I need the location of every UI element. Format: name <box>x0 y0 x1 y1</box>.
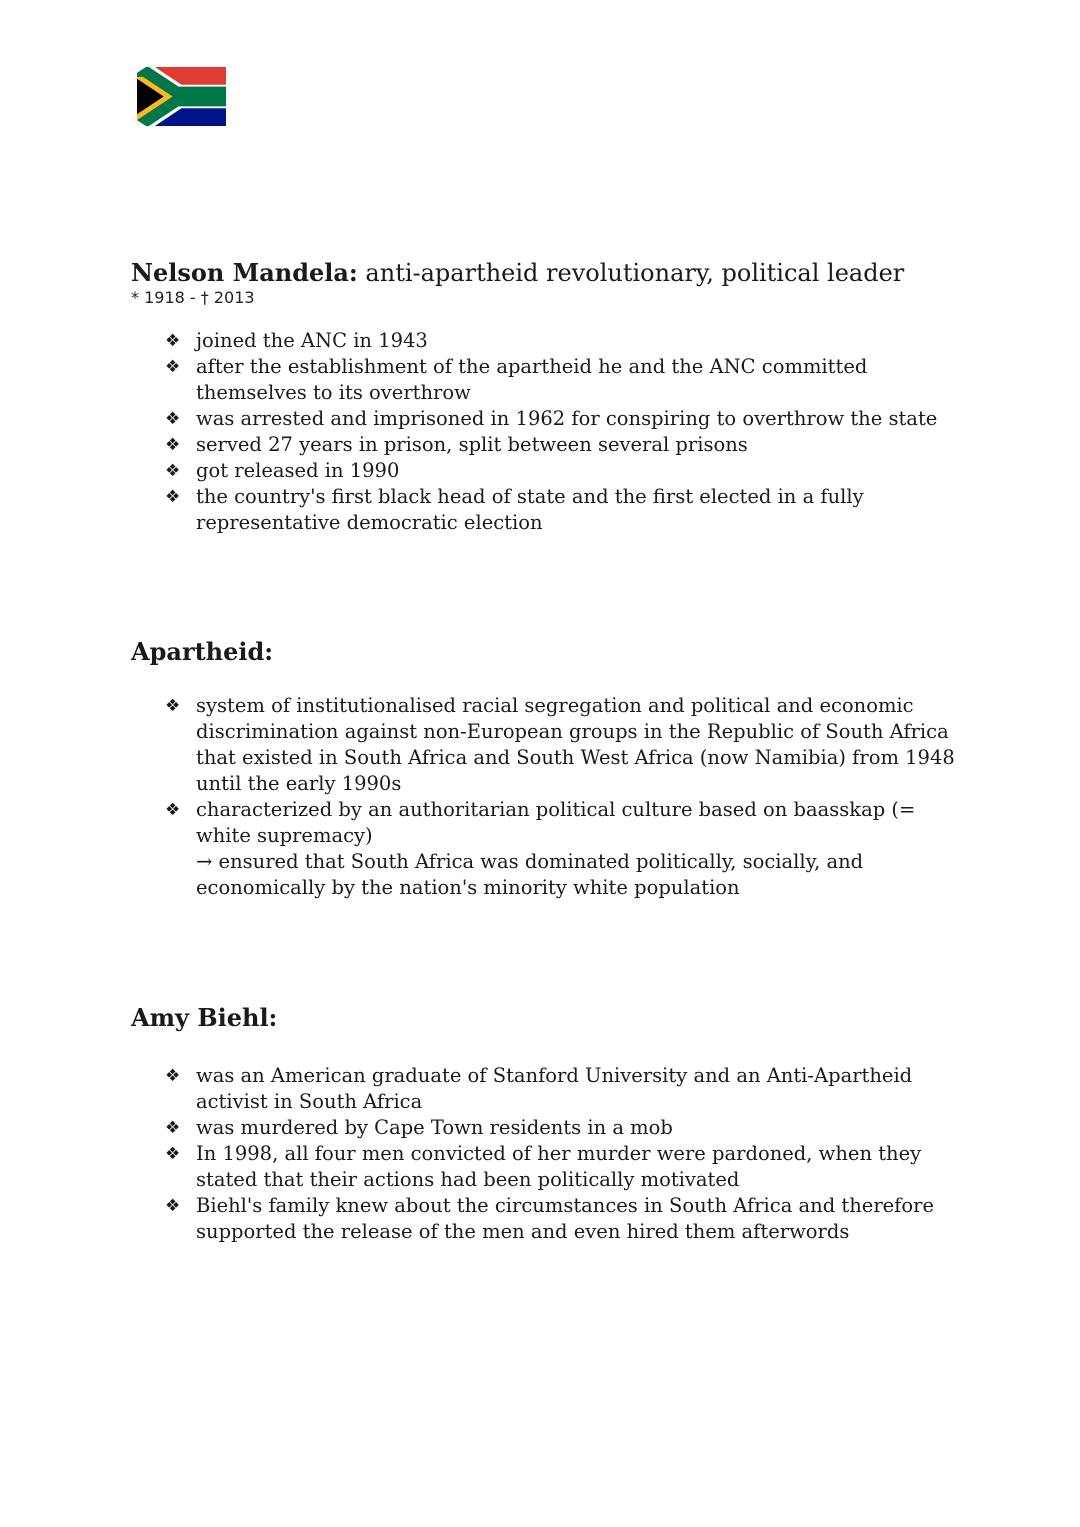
list-item <box>131 693 961 797</box>
diamond-bullet-icon: ❖ <box>165 1118 181 1138</box>
diamond-bullet-icon: ❖ <box>165 800 181 820</box>
diamond-bullet-icon: ❖ <box>165 1144 181 1164</box>
biehl-bullet-list <box>131 1063 961 1245</box>
biehl-heading <box>131 1003 961 1033</box>
list-item-text: characterized by an authoritarian political culture based on baasskap (= white supremacy) <box>196 798 916 847</box>
list-item <box>131 354 961 406</box>
list-item <box>131 1141 961 1193</box>
list-item <box>131 1115 961 1141</box>
mandela-name: Nelson Mandela: <box>131 258 358 287</box>
list-item <box>131 432 961 458</box>
list-item-text: the country's first black head of state and the first elected in a fully representative democratic election <box>196 485 864 534</box>
apartheid-bullet-list <box>131 693 961 901</box>
diamond-bullet-icon: ❖ <box>165 696 181 716</box>
list-item <box>131 1193 961 1245</box>
list-item <box>131 458 961 484</box>
apartheid-consequence: → ensured that South Africa was dominated politically, socially, and economically by the nation's minority white population <box>196 850 864 899</box>
diamond-bullet-icon: ❖ <box>165 357 181 377</box>
list-item-text: served 27 years in prison, split between several prisons <box>196 433 748 456</box>
apartheid-title: Apartheid: <box>131 637 274 666</box>
list-item-text: got released in 1990 <box>196 459 400 482</box>
diamond-bullet-icon: ❖ <box>165 1196 181 1216</box>
list-item-text: Biehl's family knew about the circumstances in South Africa and therefore supported the release of the men and even hired them afterwords <box>196 1194 935 1243</box>
diamond-bullet-icon: ❖ <box>165 1066 181 1086</box>
list-item-text: was murdered by Cape Town residents in a mob <box>196 1116 673 1139</box>
mandela-bullet-list <box>131 328 961 536</box>
list-item-text: joined the ANC in 1943 <box>196 329 428 352</box>
diamond-bullet-icon: ❖ <box>165 409 181 429</box>
biehl-title: Amy Biehl: <box>131 1003 278 1032</box>
diamond-bullet-icon: ❖ <box>165 435 181 455</box>
list-item-text: In 1998, all four men convicted of her murder were pardoned, when they stated that their actions had been politically motivated <box>196 1142 922 1191</box>
diamond-bullet-icon: ❖ <box>165 487 181 507</box>
diamond-bullet-icon: ❖ <box>165 331 181 351</box>
list-item-text: was arrested and imprisoned in 1962 for conspiring to overthrow the state <box>196 407 938 430</box>
list-item-text: system of institutionalised racial segregation and political and economic discrimination against non-European groups in the Republic of South Africa that existed in South Africa and South West Africa (now Namibia) from 1948 until the early 1990s <box>196 694 955 795</box>
list-item <box>131 484 961 536</box>
mandela-dates: * 1918 - † 2013 <box>131 288 255 307</box>
south-africa-flag-icon <box>137 67 226 126</box>
list-item <box>131 406 961 432</box>
list-item <box>131 1063 961 1115</box>
list-item <box>131 797 961 901</box>
section-nelson-mandela <box>131 258 961 536</box>
apartheid-heading <box>131 637 961 667</box>
section-apartheid <box>131 637 961 901</box>
list-item <box>131 328 961 354</box>
list-item-text: after the establishment of the apartheid he and the ANC committed themselves to its overthrow <box>196 355 868 404</box>
mandela-description: anti-apartheid revolutionary, political leader <box>357 259 905 287</box>
mandela-heading <box>131 258 961 288</box>
list-item-text: was an American graduate of Stanford University and an Anti-Apartheid activist in South Africa <box>196 1064 913 1113</box>
diamond-bullet-icon: ❖ <box>165 461 181 481</box>
section-amy-biehl <box>131 1003 961 1245</box>
